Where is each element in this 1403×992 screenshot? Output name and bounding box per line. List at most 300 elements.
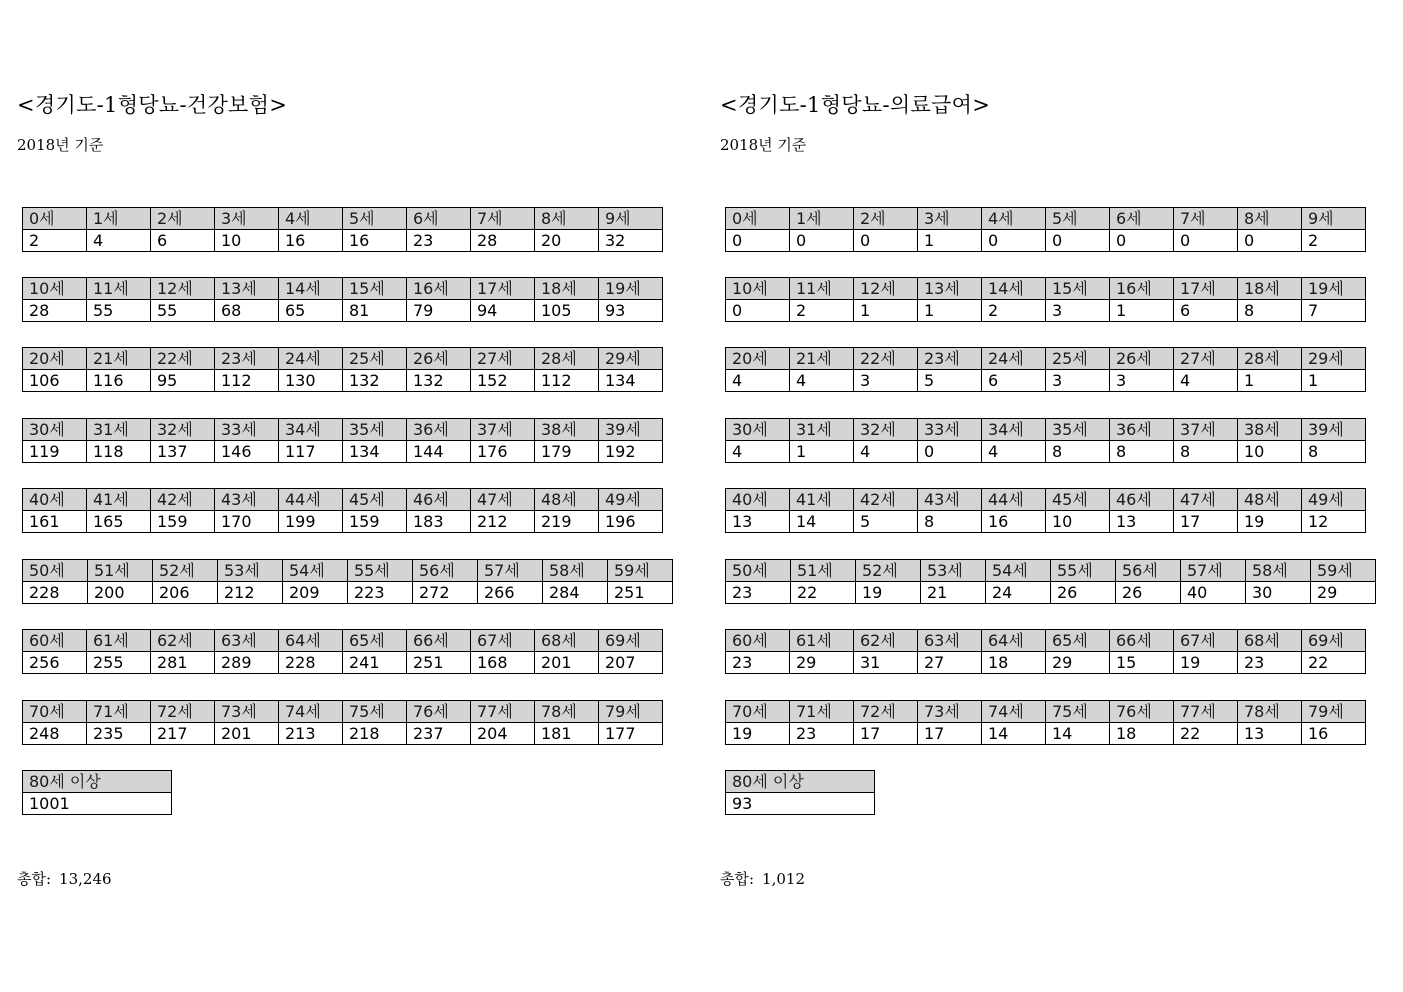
age-table-20-29 bbox=[22, 347, 663, 392]
age-header-cell: 1세 bbox=[790, 208, 854, 230]
count-cell: 6 bbox=[982, 370, 1046, 392]
count-cell: 181 bbox=[535, 723, 599, 745]
count-cell: 21 bbox=[921, 582, 986, 604]
total-summary bbox=[17, 868, 112, 889]
count-cell: 130 bbox=[279, 370, 343, 392]
count-cell: 192 bbox=[599, 441, 663, 463]
age-header-cell: 18세 bbox=[535, 278, 599, 300]
count-cell: 201 bbox=[215, 723, 279, 745]
age-header-cell: 45세 bbox=[343, 489, 407, 511]
age-header-cell: 79세 bbox=[1302, 701, 1366, 723]
age-header-cell: 8세 bbox=[1238, 208, 1302, 230]
age-header-cell: 58세 bbox=[1246, 560, 1311, 582]
count-cell: 81 bbox=[343, 300, 407, 322]
age-header-cell: 78세 bbox=[535, 701, 599, 723]
count-cell: 177 bbox=[599, 723, 663, 745]
count-cell: 2 bbox=[982, 300, 1046, 322]
age-header-cell: 77세 bbox=[1174, 701, 1238, 723]
age-header-cell: 30세 bbox=[23, 419, 87, 441]
age-header-cell: 43세 bbox=[215, 489, 279, 511]
count-cell: 0 bbox=[982, 230, 1046, 252]
age-table-50-59 bbox=[22, 559, 673, 604]
count-cell: 119 bbox=[23, 441, 87, 463]
count-cell: 137 bbox=[151, 441, 215, 463]
age-header-cell: 70세 bbox=[23, 701, 87, 723]
age-table-30-39 bbox=[725, 418, 1366, 463]
count-cell: 95 bbox=[151, 370, 215, 392]
age-table-30-39 bbox=[22, 418, 663, 463]
age-header-cell: 31세 bbox=[790, 419, 854, 441]
count-cell: 6 bbox=[1174, 300, 1238, 322]
age-header-cell: 48세 bbox=[535, 489, 599, 511]
age-header-cell: 13세 bbox=[918, 278, 982, 300]
age-header-cell: 62세 bbox=[854, 630, 918, 652]
count-cell: 165 bbox=[87, 511, 151, 533]
count-cell: 93 bbox=[726, 793, 875, 815]
count-cell: 65 bbox=[279, 300, 343, 322]
age-table-60-69 bbox=[725, 629, 1366, 674]
count-cell: 168 bbox=[471, 652, 535, 674]
age-header-cell: 47세 bbox=[471, 489, 535, 511]
count-cell: 0 bbox=[790, 230, 854, 252]
age-header-cell: 65세 bbox=[343, 630, 407, 652]
age-header-cell: 26세 bbox=[407, 348, 471, 370]
age-header-cell: 24세 bbox=[279, 348, 343, 370]
age-table-50-59 bbox=[725, 559, 1376, 604]
age-header-cell: 0세 bbox=[23, 208, 87, 230]
age-header-cell: 68세 bbox=[535, 630, 599, 652]
count-cell: 1 bbox=[854, 300, 918, 322]
count-cell: 23 bbox=[407, 230, 471, 252]
age-header-cell: 50세 bbox=[726, 560, 791, 582]
count-cell: 18 bbox=[1110, 723, 1174, 745]
page-title: <경기도-1형당뇨-건강보험> bbox=[17, 93, 288, 117]
count-cell: 0 bbox=[854, 230, 918, 252]
count-cell: 212 bbox=[218, 582, 283, 604]
age-table-70-79 bbox=[725, 700, 1366, 745]
count-cell: 2 bbox=[1302, 230, 1366, 252]
age-header-cell: 33세 bbox=[215, 419, 279, 441]
count-cell: 3 bbox=[1046, 300, 1110, 322]
count-cell: 19 bbox=[1238, 511, 1302, 533]
age-header-cell: 63세 bbox=[215, 630, 279, 652]
age-table-80-plus bbox=[725, 770, 875, 815]
count-cell: 2 bbox=[790, 300, 854, 322]
age-header-cell: 12세 bbox=[151, 278, 215, 300]
count-cell: 16 bbox=[343, 230, 407, 252]
age-header-cell: 51세 bbox=[791, 560, 856, 582]
count-cell: 284 bbox=[543, 582, 608, 604]
count-cell: 196 bbox=[599, 511, 663, 533]
count-cell: 5 bbox=[918, 370, 982, 392]
age-header-cell: 69세 bbox=[599, 630, 663, 652]
age-header-cell: 30세 bbox=[726, 419, 790, 441]
count-cell: 14 bbox=[790, 511, 854, 533]
count-cell: 152 bbox=[471, 370, 535, 392]
age-table-20-29 bbox=[725, 347, 1366, 392]
age-header-cell: 80세 이상 bbox=[23, 771, 172, 793]
age-header-cell: 16세 bbox=[1110, 278, 1174, 300]
count-cell: 16 bbox=[1302, 723, 1366, 745]
age-header-cell: 44세 bbox=[982, 489, 1046, 511]
count-cell: 8 bbox=[1110, 441, 1174, 463]
page-subtitle: 2018년 기준 bbox=[720, 136, 807, 154]
age-header-cell: 64세 bbox=[279, 630, 343, 652]
age-header-cell: 28세 bbox=[535, 348, 599, 370]
count-cell: 1 bbox=[918, 300, 982, 322]
age-header-cell: 62세 bbox=[151, 630, 215, 652]
count-cell: 161 bbox=[23, 511, 87, 533]
age-header-cell: 36세 bbox=[407, 419, 471, 441]
count-cell: 55 bbox=[151, 300, 215, 322]
age-header-cell: 2세 bbox=[151, 208, 215, 230]
count-cell: 20 bbox=[535, 230, 599, 252]
count-cell: 251 bbox=[407, 652, 471, 674]
count-cell: 10 bbox=[1238, 441, 1302, 463]
count-cell: 112 bbox=[535, 370, 599, 392]
count-cell: 289 bbox=[215, 652, 279, 674]
age-header-cell: 40세 bbox=[726, 489, 790, 511]
age-header-cell: 27세 bbox=[471, 348, 535, 370]
count-cell: 1 bbox=[1110, 300, 1174, 322]
count-cell: 2 bbox=[23, 230, 87, 252]
count-cell: 146 bbox=[215, 441, 279, 463]
age-header-cell: 71세 bbox=[87, 701, 151, 723]
count-cell: 23 bbox=[790, 723, 854, 745]
age-header-cell: 20세 bbox=[23, 348, 87, 370]
age-header-cell: 27세 bbox=[1174, 348, 1238, 370]
count-cell: 228 bbox=[279, 652, 343, 674]
age-header-cell: 74세 bbox=[279, 701, 343, 723]
count-cell: 29 bbox=[790, 652, 854, 674]
age-header-cell: 21세 bbox=[790, 348, 854, 370]
age-header-cell: 20세 bbox=[726, 348, 790, 370]
panel-health-insurance bbox=[0, 0, 690, 992]
age-header-cell: 71세 bbox=[790, 701, 854, 723]
count-cell: 22 bbox=[1174, 723, 1238, 745]
count-cell: 241 bbox=[343, 652, 407, 674]
count-cell: 32 bbox=[599, 230, 663, 252]
age-header-cell: 2세 bbox=[854, 208, 918, 230]
age-header-cell: 5세 bbox=[343, 208, 407, 230]
age-header-cell: 66세 bbox=[407, 630, 471, 652]
count-cell: 228 bbox=[23, 582, 88, 604]
age-header-cell: 25세 bbox=[1046, 348, 1110, 370]
count-cell: 13 bbox=[1238, 723, 1302, 745]
count-cell: 3 bbox=[1046, 370, 1110, 392]
count-cell: 219 bbox=[535, 511, 599, 533]
age-header-cell: 37세 bbox=[471, 419, 535, 441]
count-cell: 17 bbox=[918, 723, 982, 745]
count-cell: 31 bbox=[854, 652, 918, 674]
age-header-cell: 22세 bbox=[854, 348, 918, 370]
age-header-cell: 34세 bbox=[279, 419, 343, 441]
age-header-cell: 53세 bbox=[921, 560, 986, 582]
count-cell: 223 bbox=[348, 582, 413, 604]
age-header-cell: 49세 bbox=[1302, 489, 1366, 511]
age-header-cell: 52세 bbox=[153, 560, 218, 582]
count-cell: 204 bbox=[471, 723, 535, 745]
age-header-cell: 21세 bbox=[87, 348, 151, 370]
count-cell: 281 bbox=[151, 652, 215, 674]
count-cell: 14 bbox=[1046, 723, 1110, 745]
count-cell: 19 bbox=[726, 723, 790, 745]
count-cell: 79 bbox=[407, 300, 471, 322]
age-header-cell: 54세 bbox=[283, 560, 348, 582]
age-header-cell: 57세 bbox=[1181, 560, 1246, 582]
count-cell: 132 bbox=[407, 370, 471, 392]
count-cell: 159 bbox=[151, 511, 215, 533]
count-cell: 23 bbox=[726, 582, 791, 604]
total-label: 총합: bbox=[720, 870, 755, 888]
age-header-cell: 32세 bbox=[151, 419, 215, 441]
count-cell: 1 bbox=[1302, 370, 1366, 392]
count-cell: 0 bbox=[1110, 230, 1174, 252]
count-cell: 217 bbox=[151, 723, 215, 745]
age-header-cell: 15세 bbox=[1046, 278, 1110, 300]
age-header-cell: 74세 bbox=[982, 701, 1046, 723]
age-header-cell: 65세 bbox=[1046, 630, 1110, 652]
age-header-cell: 0세 bbox=[726, 208, 790, 230]
count-cell: 29 bbox=[1046, 652, 1110, 674]
age-table-10-19 bbox=[22, 277, 663, 322]
count-cell: 19 bbox=[1174, 652, 1238, 674]
age-header-cell: 60세 bbox=[23, 630, 87, 652]
age-header-cell: 73세 bbox=[918, 701, 982, 723]
total-label: 총합: bbox=[17, 870, 52, 888]
count-cell: 4 bbox=[790, 370, 854, 392]
age-header-cell: 47세 bbox=[1174, 489, 1238, 511]
age-header-cell: 40세 bbox=[23, 489, 87, 511]
count-cell: 235 bbox=[87, 723, 151, 745]
total-value: 1,012 bbox=[762, 870, 805, 888]
age-header-cell: 68세 bbox=[1238, 630, 1302, 652]
count-cell: 28 bbox=[471, 230, 535, 252]
age-header-cell: 72세 bbox=[151, 701, 215, 723]
count-cell: 206 bbox=[153, 582, 218, 604]
count-cell: 1 bbox=[918, 230, 982, 252]
age-header-cell: 19세 bbox=[599, 278, 663, 300]
count-cell: 134 bbox=[599, 370, 663, 392]
age-table-40-49 bbox=[22, 488, 663, 533]
age-header-cell: 18세 bbox=[1238, 278, 1302, 300]
count-cell: 14 bbox=[982, 723, 1046, 745]
age-header-cell: 3세 bbox=[918, 208, 982, 230]
age-header-cell: 17세 bbox=[1174, 278, 1238, 300]
age-header-cell: 45세 bbox=[1046, 489, 1110, 511]
count-cell: 0 bbox=[1238, 230, 1302, 252]
age-header-cell: 34세 bbox=[982, 419, 1046, 441]
age-header-cell: 73세 bbox=[215, 701, 279, 723]
count-cell: 12 bbox=[1302, 511, 1366, 533]
count-cell: 159 bbox=[343, 511, 407, 533]
count-cell: 16 bbox=[982, 511, 1046, 533]
age-header-cell: 1세 bbox=[87, 208, 151, 230]
count-cell: 218 bbox=[343, 723, 407, 745]
age-header-cell: 60세 bbox=[726, 630, 790, 652]
count-cell: 29 bbox=[1311, 582, 1376, 604]
age-header-cell: 67세 bbox=[1174, 630, 1238, 652]
count-cell: 17 bbox=[1174, 511, 1238, 533]
count-cell: 201 bbox=[535, 652, 599, 674]
count-cell: 118 bbox=[87, 441, 151, 463]
count-cell: 1 bbox=[790, 441, 854, 463]
age-header-cell: 59세 bbox=[1311, 560, 1376, 582]
count-cell: 17 bbox=[854, 723, 918, 745]
age-header-cell: 50세 bbox=[23, 560, 88, 582]
age-header-cell: 29세 bbox=[599, 348, 663, 370]
age-header-cell: 28세 bbox=[1238, 348, 1302, 370]
count-cell: 209 bbox=[283, 582, 348, 604]
age-header-cell: 43세 bbox=[918, 489, 982, 511]
age-table-80-plus bbox=[22, 770, 172, 815]
count-cell: 19 bbox=[856, 582, 921, 604]
age-header-cell: 25세 bbox=[343, 348, 407, 370]
age-header-cell: 26세 bbox=[1110, 348, 1174, 370]
count-cell: 3 bbox=[1110, 370, 1174, 392]
age-header-cell: 56세 bbox=[413, 560, 478, 582]
age-header-cell: 42세 bbox=[151, 489, 215, 511]
count-cell: 10 bbox=[1046, 511, 1110, 533]
age-header-cell: 37세 bbox=[1174, 419, 1238, 441]
count-cell: 22 bbox=[1302, 652, 1366, 674]
age-header-cell: 6세 bbox=[1110, 208, 1174, 230]
count-cell: 5 bbox=[854, 511, 918, 533]
age-table-0-9 bbox=[725, 207, 1366, 252]
age-header-cell: 22세 bbox=[151, 348, 215, 370]
count-cell: 106 bbox=[23, 370, 87, 392]
age-header-cell: 61세 bbox=[87, 630, 151, 652]
age-header-cell: 32세 bbox=[854, 419, 918, 441]
age-header-cell: 6세 bbox=[407, 208, 471, 230]
age-table-10-19 bbox=[725, 277, 1366, 322]
age-header-cell: 38세 bbox=[535, 419, 599, 441]
page-title: <경기도-1형당뇨-의료급여> bbox=[720, 93, 991, 117]
count-cell: 16 bbox=[279, 230, 343, 252]
count-cell: 4 bbox=[982, 441, 1046, 463]
count-cell: 55 bbox=[87, 300, 151, 322]
count-cell: 28 bbox=[23, 300, 87, 322]
count-cell: 13 bbox=[726, 511, 790, 533]
count-cell: 4 bbox=[854, 441, 918, 463]
count-cell: 272 bbox=[413, 582, 478, 604]
age-header-cell: 23세 bbox=[215, 348, 279, 370]
age-header-cell: 70세 bbox=[726, 701, 790, 723]
age-header-cell: 15세 bbox=[343, 278, 407, 300]
age-table-40-49 bbox=[725, 488, 1366, 533]
age-header-cell: 53세 bbox=[218, 560, 283, 582]
count-cell: 40 bbox=[1181, 582, 1246, 604]
age-header-cell: 11세 bbox=[790, 278, 854, 300]
age-header-cell: 10세 bbox=[726, 278, 790, 300]
age-header-cell: 77세 bbox=[471, 701, 535, 723]
count-cell: 24 bbox=[986, 582, 1051, 604]
age-header-cell: 75세 bbox=[1046, 701, 1110, 723]
count-cell: 18 bbox=[982, 652, 1046, 674]
age-header-cell: 29세 bbox=[1302, 348, 1366, 370]
age-header-cell: 41세 bbox=[790, 489, 854, 511]
count-cell: 13 bbox=[1110, 511, 1174, 533]
age-header-cell: 9세 bbox=[599, 208, 663, 230]
age-header-cell: 42세 bbox=[854, 489, 918, 511]
count-cell: 179 bbox=[535, 441, 599, 463]
age-header-cell: 78세 bbox=[1238, 701, 1302, 723]
count-cell: 176 bbox=[471, 441, 535, 463]
count-cell: 255 bbox=[87, 652, 151, 674]
count-cell: 200 bbox=[88, 582, 153, 604]
age-header-cell: 35세 bbox=[1046, 419, 1110, 441]
page-subtitle: 2018년 기준 bbox=[17, 136, 104, 154]
age-header-cell: 7세 bbox=[1174, 208, 1238, 230]
age-header-cell: 64세 bbox=[982, 630, 1046, 652]
count-cell: 26 bbox=[1051, 582, 1116, 604]
age-header-cell: 3세 bbox=[215, 208, 279, 230]
count-cell: 112 bbox=[215, 370, 279, 392]
age-header-cell: 16세 bbox=[407, 278, 471, 300]
age-header-cell: 23세 bbox=[918, 348, 982, 370]
count-cell: 105 bbox=[535, 300, 599, 322]
age-header-cell: 63세 bbox=[918, 630, 982, 652]
age-header-cell: 55세 bbox=[348, 560, 413, 582]
age-header-cell: 4세 bbox=[279, 208, 343, 230]
count-cell: 0 bbox=[726, 300, 790, 322]
age-header-cell: 49세 bbox=[599, 489, 663, 511]
count-cell: 6 bbox=[151, 230, 215, 252]
count-cell: 8 bbox=[1238, 300, 1302, 322]
count-cell: 0 bbox=[918, 441, 982, 463]
count-cell: 256 bbox=[23, 652, 87, 674]
count-cell: 4 bbox=[726, 441, 790, 463]
count-cell: 0 bbox=[726, 230, 790, 252]
age-header-cell: 31세 bbox=[87, 419, 151, 441]
age-header-cell: 61세 bbox=[790, 630, 854, 652]
count-cell: 199 bbox=[279, 511, 343, 533]
count-cell: 237 bbox=[407, 723, 471, 745]
count-cell: 134 bbox=[343, 441, 407, 463]
age-header-cell: 52세 bbox=[856, 560, 921, 582]
count-cell: 27 bbox=[918, 652, 982, 674]
age-header-cell: 67세 bbox=[471, 630, 535, 652]
age-header-cell: 57세 bbox=[478, 560, 543, 582]
age-header-cell: 5세 bbox=[1046, 208, 1110, 230]
count-cell: 23 bbox=[726, 652, 790, 674]
count-cell: 8 bbox=[1302, 441, 1366, 463]
panel-medical-aid bbox=[703, 0, 1393, 992]
age-table-70-79 bbox=[22, 700, 663, 745]
age-header-cell: 46세 bbox=[407, 489, 471, 511]
age-header-cell: 56세 bbox=[1116, 560, 1181, 582]
age-header-cell: 14세 bbox=[279, 278, 343, 300]
count-cell: 144 bbox=[407, 441, 471, 463]
age-header-cell: 48세 bbox=[1238, 489, 1302, 511]
age-header-cell: 17세 bbox=[471, 278, 535, 300]
count-cell: 183 bbox=[407, 511, 471, 533]
age-header-cell: 4세 bbox=[982, 208, 1046, 230]
count-cell: 23 bbox=[1238, 652, 1302, 674]
age-header-cell: 19세 bbox=[1302, 278, 1366, 300]
count-cell: 7 bbox=[1302, 300, 1366, 322]
age-header-cell: 7세 bbox=[471, 208, 535, 230]
count-cell: 251 bbox=[608, 582, 673, 604]
age-header-cell: 80세 이상 bbox=[726, 771, 875, 793]
age-header-cell: 8세 bbox=[535, 208, 599, 230]
count-cell: 207 bbox=[599, 652, 663, 674]
age-header-cell: 33세 bbox=[918, 419, 982, 441]
count-cell: 0 bbox=[1174, 230, 1238, 252]
age-header-cell: 76세 bbox=[407, 701, 471, 723]
age-header-cell: 38세 bbox=[1238, 419, 1302, 441]
count-cell: 4 bbox=[726, 370, 790, 392]
